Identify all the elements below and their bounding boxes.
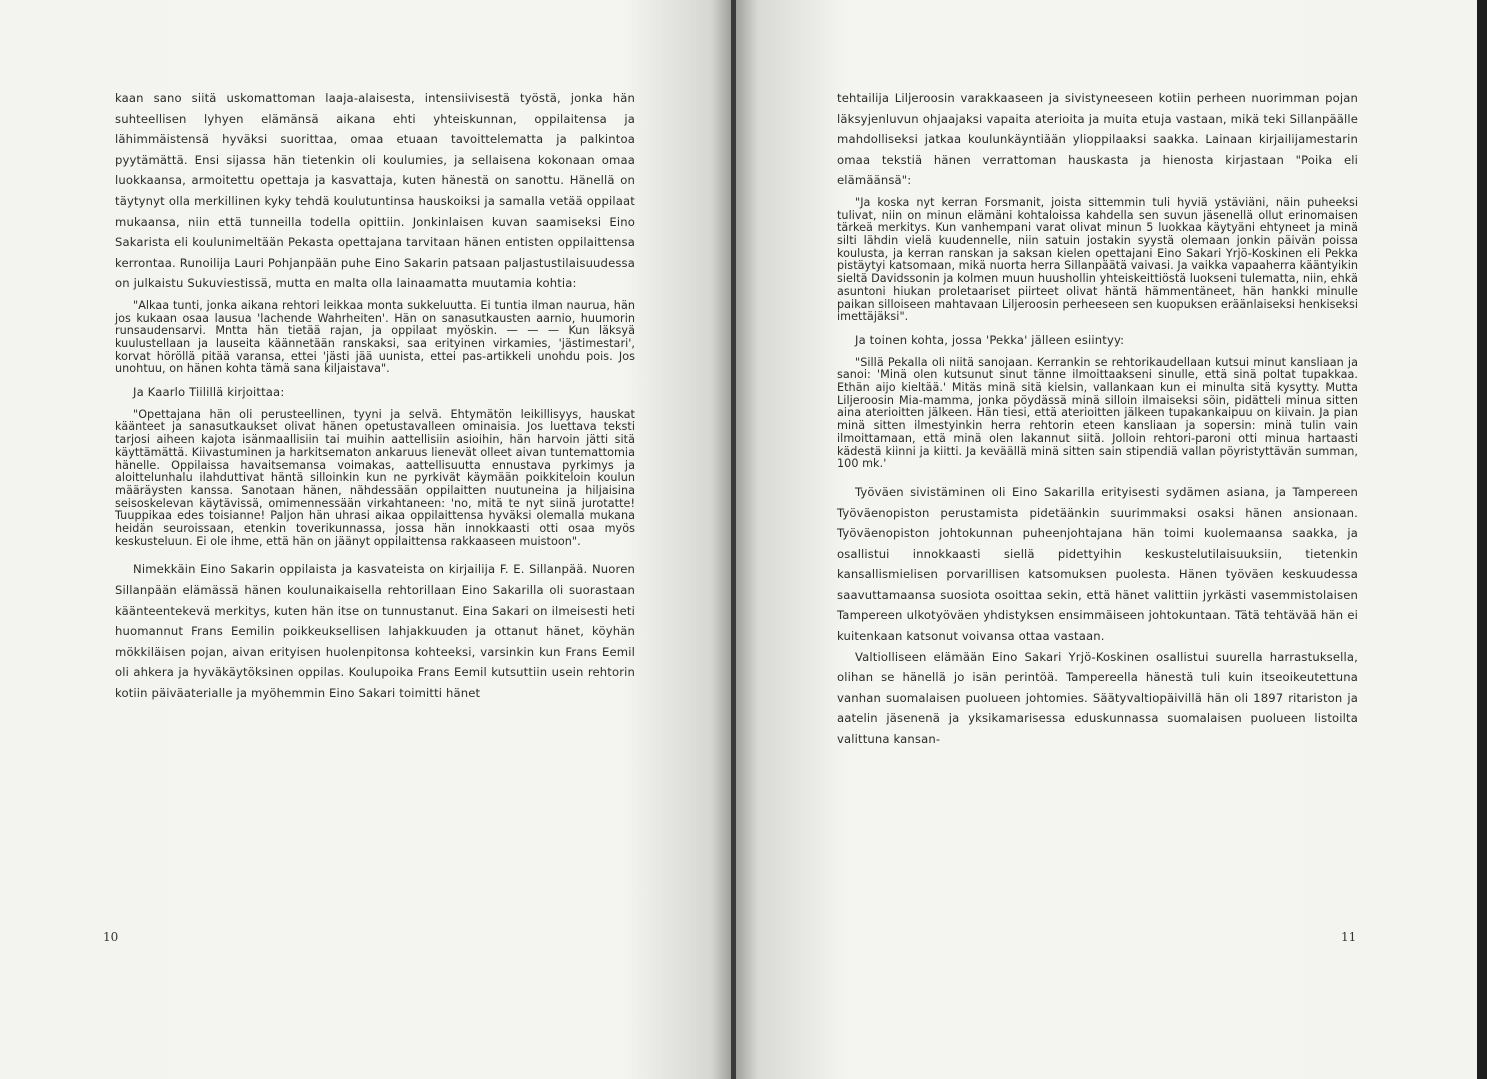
right-quote-sillanpaa-1: "Ja koska nyt kerran Forsmanit, joista sittemmin tuli hyviä ystäviäni, näin puheeksi tulivat, niin on minun elämäni kohtaloissa kahdella sen suvun jäsenellä ollut erinomaisen tärkeä merkitys. Kun vanhempani varat olivat minun 5 luokkaa käytyäni ehtyneet ja minä silti lähdin vielä kuudennelle, niin satuin jostakin syystä olemaan jonkin päivän poissa koulusta, ja kerran ranskan ja saksan kielen opettajani Eino Sakari Yrjö-Koskinen eli Pekka pistäytyi katsomaan, mikä nuorta herra Sillanpäätä vaivasi. Ja vaikka vapaaherra kääntyikin sieltä Davidssonin ja kolmen muun huushollin yhteiskeittiöstä luokseni tulematta, niin, ehkä asuntoni hiukan proletaariset piirteet olivat häntä hämmentäneet, hän hankki minulle paikan silloiseen mahtavaan Liljeroosin perheeseen sen kuopuksen eräänlaiseksi henkiseksi imettäjäksi". — [837, 195, 1358, 324]
right-page — [736, 0, 1477, 1079]
right-text-column — [837, 88, 1358, 750]
right-paragraph-1: tehtailija Liljeroosin varakkaaseen ja sivistyneeseen kotiin perheen nuorimman pojan läksyjenluvun ohjaajaksi vapaita aterioita ja muita etuja vastaan, mikä teki Sillanpäälle mahdolliseksi jatkaa koulunkäyntiään ylioppilaaksi saakka. Lainaan kirjailijamestarin omaa tekstiä hänen verrattoman hauskasta ja hienosta kirjastaan "Poika eli elämäänsä": — [837, 91, 1358, 188]
left-quote-pohjanpaa: "Alkaa tunti, jonka aikana rehtori leikkaa monta sukkeluutta. Ei tuntia ilman naurua, hän jos kukaan osaa lausua 'lachende Wahrheiten'. Hän on sanasutkausten aarnio, huumorin runsaudensarvi. Mntta hän tietää rajan, ja oppilaat myöskin. — — — Kun läksyä kuulustellaan ja lauseita käännetään ranskaksi, saa erityinen virkamies, 'jästimestari', korvat höröllä pitää varansa, ettei 'jästi jää uunista, ettei pas-artikkeli unohdu pois. Jos unohtuu, on hänen kohta tämä sana kiljaistava". — [115, 298, 635, 376]
left-quote-tiilila: "Opettajana hän oli perusteellinen, tyyni ja selvä. Ehtymätön leikillisyys, hauskat käänteet ja sanasutkaukset olivat hänen opetustavalleen ominaisia. Jos luettava teksti tarjosi aiheen kajota isänmaallisiin tai muihin aattellisiin asioihin, hän harvoin jätti sitä käyttämättä. Kiivastuminen ja harkitsematon ankaruus lienevät olleet aivan tuntemattomia hänelle. Oppilaissa havaitsemansa voimakas, aattellisuutta ennustava pyrkimys ja aloittelunhalu ilahduttivat häntä silloinkin kun ne pyrkivät käymään poikkiteloin koulun määräysten kanssa. Sanotaan hänen, nähdessään oppilaitten nuutuneina ja hiljaisina seisoskelevan käytävissä, omimennessään virkahtaneen: 'no, mitä te nyt siinä jurotatte! Tuuppikaa edes toisianne! Paljon hän uhrasi aikaa oppilaittensa hyväksi olemalla mukana heidän seuroissaan, etenkin toverikunnassa, jossa hän innokkaasti otti osaa myös keskusteluun. Ei ole ihme, että hän on jäänyt oppilaittensa rakkaaseen muistoon". — [115, 407, 635, 548]
right-paragraph-3: Työväen sivistäminen oli Eino Sakarilla erityisesti sydämen asiana, ja Tampereen Työväenopiston perustamista pidetäänkin suurimmaksi osaksi hänen ansionaan. Työväenopiston johtokunnan puheenjohtajana hän toimi kuolemaansa saakka, ja osallistui innokkaasti siellä pidettyihin keskustelutilaisuuksiin, tietenkin kansallismielisen porvarillisen katsomuksen puolesta. Hänen työväen keskuudessa saavuttamaansa suosiota osoittaa sekin, että hänet valittiin jyrkästi vasemmistolaisen Tampereen ulkotyöväen yhdistyksen ensimmäiseen johtokuntaan. Tätä tehtävää hän ei kuitenkaan katsonut voivansa ottaa vastaan. — [837, 484, 1358, 644]
right-quote-sillanpaa-2: "Sillä Pekalla oli niitä sanojaan. Kerrankin se rehtorikaudellaan kutsui minut kansliaan ja sanoi: 'Minä olen kutsunut sinut tänne ilmoittaakseni sinulle, että sinä poltat tupakkaa. Ethän aijo kieltää.' Mitäs minä sitä kielsin, vallankaan kun ei minulta sitä kysytty. Mutta Liljeroosin Mia-mamma, jonka pöydässä minä silloin ilmaiseksi söin, pidätteli minua sitten aina aterioitten jälkeen. Hän tiesi, että aterioitten jälkeen tupakankaipuu on kiivain. Ja pian minä sitten ilmestyinkin herra rehtorin eteen kansliaan ja sopersin: minä tulin vain ilmoittamaan, että minä olen lakannut siitä. Jolloin rehtori-paroni otti minua hartaasti kädestä kiinni ja kiitti. Ja keväällä minä sitten sain stipendiä vallan pöyristyttävän summan, 100 mk.' — [837, 355, 1358, 471]
page-number-left: 10 — [103, 930, 119, 944]
page-number-right: 11 — [1341, 930, 1357, 944]
right-paragraph-2: Ja toinen kohta, jossa 'Pekka' jälleen esiintyy: — [855, 333, 1125, 347]
left-paragraph-1: kaan sano siitä uskomattoman laaja-alaisesta, intensiivisestä työstä, jonka hän suhteellisen lyhyen elämänsä aikana ehti yhteiskunnan, oppilaitensa ja lähimmäistensä hyväksi suorittaa, omaa etuaan tavoittelematta ja palkintoa pyytämättä. Ensi sijassa hän tietenkin oli koulumies, ja sellaisena kokonaan omaa luokkaansa, armoitettu opettaja ja kasvattaja, kuten hänestä on sanottu. Hänellä on täytynyt olla merkillinen kyky tehdä koulutuntinsa hauskoiksi ja samalla vetää oppilaat mukaansa, niin että tunneilla todella opittiin. Jonkinlaisen kuvan saamiseksi Eino Sakarista eli koulunimeltään Pekasta opettajana tarvitaan hänen entisten oppilaittensa kerrontaa. Runoilija Lauri Pohjanpään puhe Eino Sakarin patsaan paljastustilaisuudessa on julkaistu Sukuviestissä, mutta en malta olla lainaamatta muutamia kohtia: — [115, 91, 635, 291]
left-paragraph-2: Ja Kaarlo Tiilillä kirjoittaa: — [133, 385, 285, 400]
right-paragraph-4: Valtiolliseen elämään Eino Sakari Yrjö-Koskinen osallistui suurella harrastuksella, olihan se hänellä jo isän perintöä. Tampereella hänestä tuli kuin itseoikeutettuna vanhan suomalaisen puolueen johtomies. Säätyvaltiopäivillä hän oli 1897 ritariston ja aatelin jäsenenä ja yksikamarisessa eduskunnassa suomalaisen puolueen listoilta valittuna kansan- — [837, 649, 1358, 747]
left-page — [0, 0, 733, 1079]
scan-edge — [1477, 0, 1487, 1079]
left-text-column — [115, 88, 635, 704]
left-paragraph-3: Nimekkäin Eino Sakarin oppilaista ja kasvateista on kirjailija F. E. Sillanpää. Nuoren Sillanpään elämässä hänen koulunaikaisella rehtorillaan Eino Sakarilla oli suorastaan käänteentekevä merkitys, kuten hän itse on tunnustanut. Eina Sakari on ilmeisesti heti huomannut Frans Eemilin poikkeuksellisen lahjakkuuden ja ottanut hänet, köyhän mökkiläisen pojan, aivan erityisen huolenpitonsa kohteeksi, varsinkin kun Frans Eemil oli ahkera ja hyväkäytöksinen oppilas. Koulupoika Frans Eemil kutsuttiin usein rehtorin kotiin päiväaterialle ja myöhemmin Eino Sakari toimitti hänet — [115, 562, 635, 701]
